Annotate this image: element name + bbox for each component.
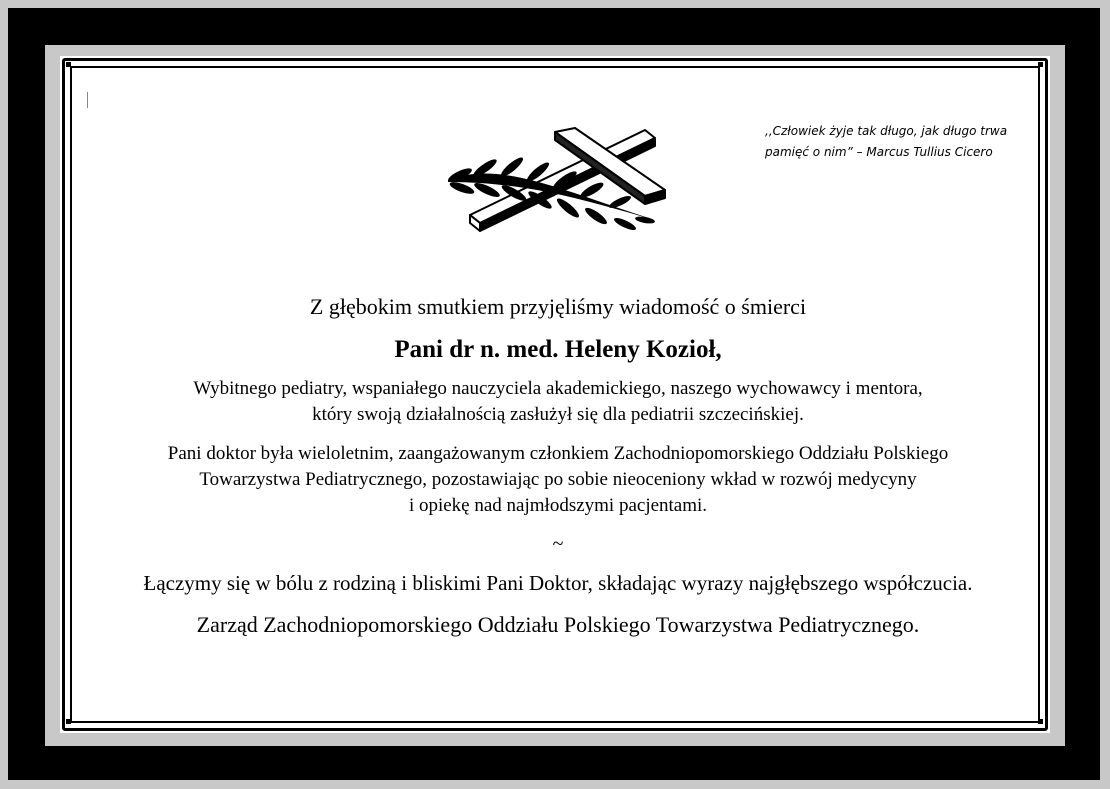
tribute-paragraph-1 — [78, 376, 1038, 428]
tribute-paragraph-1-line-2: który swoją działalnością zasłużył się dla pediatrii szczecińskiej. — [312, 404, 804, 425]
tribute-paragraph-2-line-2: Towarzystwa Pediatrycznego, pozostawiając po sobie nieoceniony wkład w rozwój medycyny — [199, 469, 917, 490]
corner-ornament-bottom-left — [66, 719, 71, 724]
tribute-paragraph-2-line-3: i opiekę nad najmłodszymi pacjentami. — [408, 495, 708, 516]
tilde-separator: ~ — [552, 533, 564, 555]
corner-ornament-top-left — [66, 62, 71, 67]
corner-ornament-top-right — [1038, 62, 1043, 67]
condolence-line: Łączymy się w bólu z rodziną i bliskimi Pani Doktor, składając wyrazy najgłębszego współczucia. — [143, 571, 973, 595]
deceased-name: Pani dr n. med. Heleny Kozioł, — [394, 336, 722, 363]
cicero-quote — [765, 121, 1035, 163]
quote-line-1: ,,Człowiek żyje tak długo, jak długo trwa — [765, 124, 1008, 138]
cross-with-palm-branch-icon — [440, 120, 680, 240]
signature-line: Zarząd Zachodniopomorskiego Oddziału Polskiego Towarzystwa Pediatrycznego. — [196, 612, 920, 637]
tribute-paragraph-1-line-1: Wybitnego pediatry, wspaniałego nauczyciela akademickiego, naszego wychowawcy i mentora, — [193, 378, 923, 399]
intro-line: Z głębokim smutkiem przyjęliśmy wiadomość o śmierci — [309, 294, 807, 319]
tribute-paragraph-2-line-1: Pani doktor była wieloletnim, zaangażowanym członkiem Zachodniopomorskiego Oddziału Polskiego — [167, 443, 949, 464]
corner-ornament-bottom-right — [1038, 719, 1043, 724]
text-cursor — [87, 92, 88, 108]
tribute-paragraph-2 — [78, 441, 1038, 519]
quote-line-2: pamięć o nim” – Marcus Tullius Cicero — [765, 145, 993, 159]
